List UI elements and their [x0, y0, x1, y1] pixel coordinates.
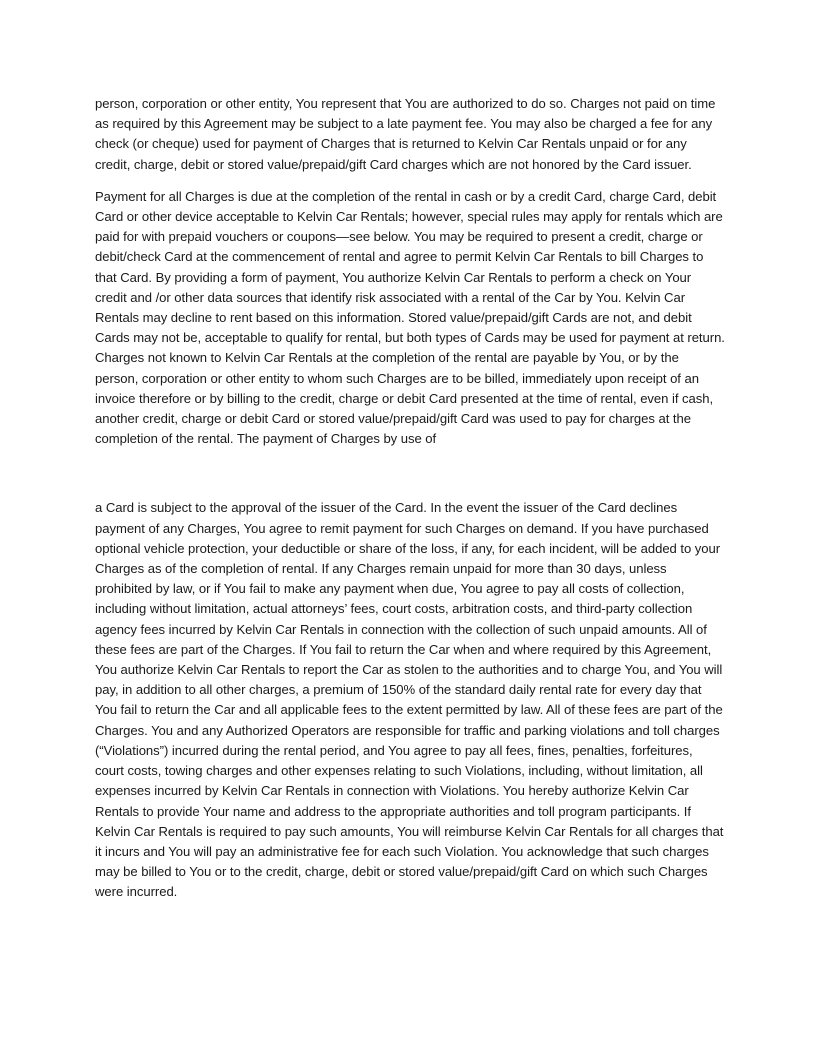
paragraph-card-approval: a Card is subject to the approval of the issuer of the Card. In the event the issuer of the Card declines payment of any Charges, You agree to remit payment for such Charges on demand. If you have purchased optional vehicle protection, your deductible or share of the loss, if any, for each incident, will be added to your Charges as of the completion of rental. If any Charges remain unpaid for more than 30 days, unless prohibited by law, or if You fail to make any payment when due, You agree to pay all costs of collection, including without limitation, actual attorneys’ fees, court costs, arbitration costs, and third-party collection agency fees incurred by Kelvin Car Rentals in connection with the collection of such unpaid amounts. All of these fees are part of the Charges. If You fail to return the Car when and where required by this Agreement, You authorize Kelvin Car Rentals to report the Car as stolen to the authorities and to charge You, and You will pay, in addition to all other charges, a premium of 150% of the standard daily rental rate for every day that You fail to return the Car and all applicable fees to the extent permitted by law. All of these fees are part of the Charges. You and any Authorized Operators are responsible for traffic and parking violations and toll charges (“Violations”) incurred during the rental period, and You agree to pay all fees, fines, penalties, forfeitures, court costs, towing charges and other expenses relating to such Violations, including, without limitation, all expenses incurred by Kelvin Car Rentals in connection with Violations. You hereby authorize Kelvin Car Rentals to provide Your name and address to the appropriate authorities and toll program participants. If Kelvin Car Rentals is required to pay such amounts, You will reimburse Kelvin Car Rentals for all charges that it incurs and You will pay an administrative fee for each such Violation. You acknowledge that such charges may be billed to You or to the credit, charge, debit or stored value/prepaid/gift Card on which such Charges were incurred. [95, 500, 724, 900]
document-page [95, 94, 725, 915]
paragraph-gap [95, 461, 725, 498]
paragraph-payment-terms: Payment for all Charges is due at the completion of the rental in cash or by a credit Card, charge Card, debit Card or other device acceptable to Kelvin Car Rentals; however, special rules may apply for rentals which are paid for with prepaid vouchers or coupons—see below. You may be required to present a credit, charge or debit/check Card at the commencement of rental and agree to permit Kelvin Car Rentals to bill Charges to that Card. By providing a form of payment, You authorize Kelvin Car Rentals to perform a check on Your credit and /or other data sources that identify risk associated with a rental of the Car by You. Kelvin Car Rentals may decline to rent based on this information. Stored value/prepaid/gift Cards are not, and debit Cards may not be, acceptable to qualify for rental, but both types of Cards may be used for payment at return. Charges not known to Kelvin Car Rentals at the completion of the rental are payable by You, or by the person, corporation or other entity to whom such Charges are to be billed, immediately upon receipt of an invoice therefore or by billing to the credit, charge or debit Card presented at the time of rental, even if cash, another credit, charge or debit Card or stored value/prepaid/gift Card was used to pay for charges at the completion of the rental. The payment of Charges by use of [95, 188, 725, 447]
paragraph-late-payment: person, corporation or other entity, You represent that You are authorized to do so. Charges not paid on time as required by this Agreement may be subject to a late payment fee. You may also be charged a fee for any check (or cheque) used for payment of Charges that is returned to Kelvin Car Rentals unpaid or for any credit, charge, debit or stored value/prepaid/gift Card charges which are not honored by the Card issuer. [95, 96, 716, 172]
